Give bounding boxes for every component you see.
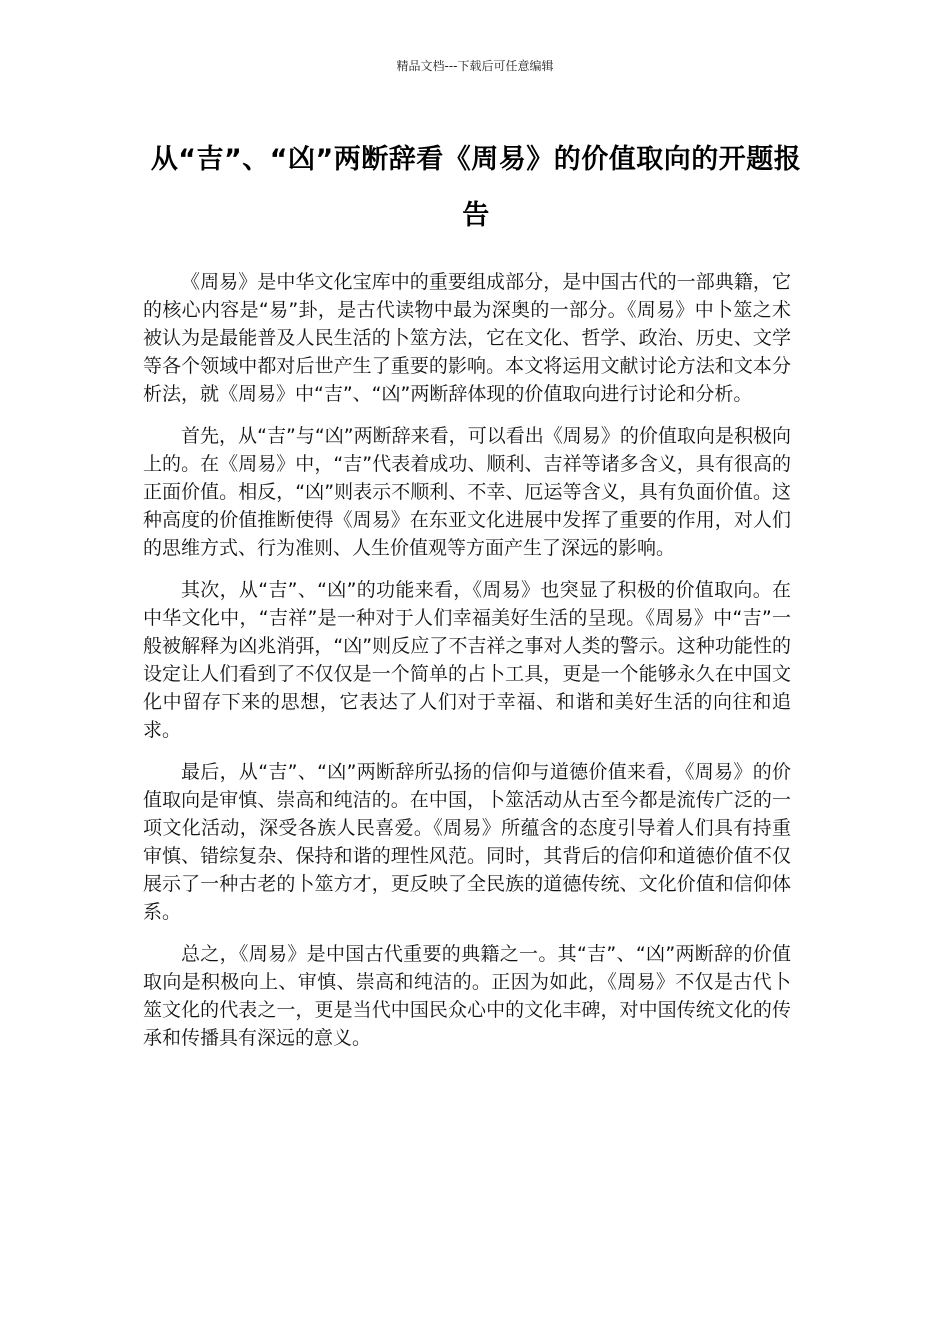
paragraph-intro: 《周易》是中华文化宝库中的重要组成部分，是中国古代的一部典籍，它的核心内容是“易”卦，是古代读物中最为深奥的一部分。《周易》中卜筮之术被认为是最能普及人民生活的卜筮方法，它在文化、哲学、政治、历史、文学等各个领域中都对后世产生了重要的影响。本文将运用文献讨论方法和文本分析法，就《周易》中“吉”、“凶”两断辞体现的价值取向进行讨论和分析。: [143, 271, 791, 405]
document-title: 从“吉”、“凶”两断辞看《周易》的价值取向的开题报告: [150, 144, 802, 231]
page-header-watermark: 精品文档---下载后可任意编辑: [396, 59, 554, 73]
paragraph-conclusion: 总之，《周易》是中国古代重要的典籍之一。其“吉”、“凶”两断辞的价值取向是积极向上、审慎、崇高和纯洁的。正因为如此，《周易》不仅是古代卜筮文化的代表之一，更是当代中国民众心中的文化丰碑，对中国传统文化的传承和传播具有深远的意义。: [143, 943, 791, 1049]
paragraph-third: 最后，从“吉”、“凶”两断辞所弘扬的信仰与道德价值来看，《周易》的价值取向是审慎、崇高和纯洁的。在中国，卜筮活动从古至今都是流传广泛的一项文化活动，深受各族人民喜爱。《周易》所蕴含的态度引导着人们具有持重审慎、错综复杂、保持和谐的理性风范。同时，其背后的信仰和道德价值不仅展示了一种古老的卜筮方才，更反映了全民族的道德传统、文化价值和信仰体系。: [143, 761, 791, 923]
paragraph-second: 其次，从“吉”、“凶”的功能来看，《周易》也突显了积极的价值取向。在中华文化中，“吉祥”是一种对于人们幸福美好生活的呈现。《周易》中“吉”一般被解释为凶兆消弭，“凶”则反应了不吉祥之事对人类的警示。这种功能性的设定让人们看到了不仅仅是一个简单的占卜工具，更是一个能够永久在中国文化中留存下来的思想，它表达了人们对于幸福、和谐和美好生活的向往和追求。: [143, 579, 791, 741]
document-body: [143, 268, 791, 1066]
paragraph-first: 首先，从“吉”与“凶”两断辞来看，可以看出《周易》的价值取向是积极向上的。在《周易》中，“吉”代表着成功、顺利、吉祥等诸多含义，具有很高的正面价值。相反，“凶”则表示不顺利、不幸、厄运等含义，具有负面价值。这种高度的价值推断使得《周易》在东亚文化进展中发挥了重要的作用，对人们的思维方式、行为准则、人生价值观等方面产生了深远的影响。: [143, 425, 791, 559]
